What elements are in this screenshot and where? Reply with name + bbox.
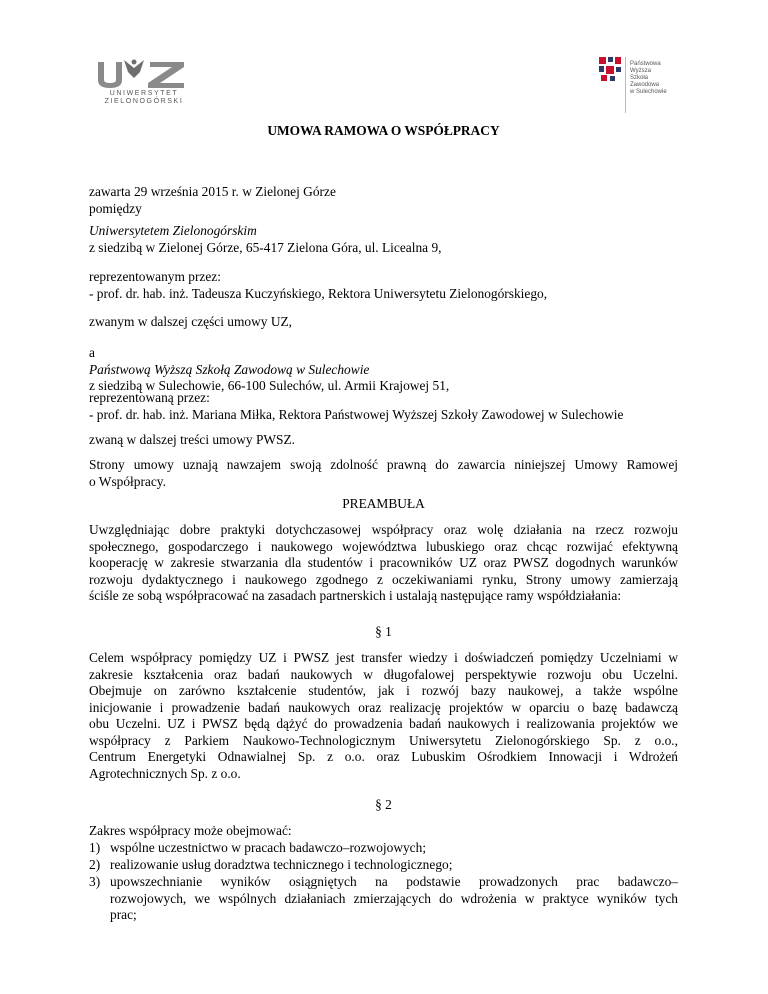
section1-line: zakresie kształcenia oraz badań naukowych w długofalowej perspektywie rozwoju obu Uczelni. xyxy=(89,666,678,682)
section1-line: obu Uczelni. UZ i PWSZ będą dążyć do prowadzenia badań naukowych i realizowania projektów we xyxy=(89,716,678,731)
pwsz-logo-divider xyxy=(625,57,626,113)
document-title: UMOWA RAMOWA O WSPÓŁPRACY xyxy=(267,123,500,138)
list-item xyxy=(89,857,678,874)
party1-called: zwanym w dalszej części umowy UZ, xyxy=(89,314,293,329)
party1-block xyxy=(89,223,678,256)
preamble-line: Uwzględniając dobre praktyki dotychczasowej współpracy oraz wolę działania na rzecz rozwoju xyxy=(89,522,678,537)
list-item-text: prac; xyxy=(110,907,137,922)
party1-rep-label: reprezentowanym przez: xyxy=(89,269,221,284)
party2-rep-label: reprezentowaną przez: xyxy=(89,390,210,405)
intro-block xyxy=(89,184,678,217)
section2-heading: § 2 xyxy=(375,797,392,812)
list-item xyxy=(89,874,678,924)
party2-rep: - prof. dr. hab. inż. Mariana Miłka, Rektora Państwowej Wyższej Szkoły Zawodowej w Sulechowie xyxy=(89,406,624,422)
capacity-line-2: o Współpracy. xyxy=(89,473,166,489)
section1-line: Celem współpracy pomiędzy UZ i PWSZ jest transfer wiedzy i doświadczeń pomiędzy Uczelniami w xyxy=(89,650,678,665)
party1-representation xyxy=(89,269,678,302)
party2-block xyxy=(89,345,678,395)
pwsz-emblem-icon xyxy=(597,55,623,85)
party2-representation xyxy=(89,390,678,423)
pwsz-logo-text: Państwowa Wyższa Szkoła Zawodowa w Sulechowie xyxy=(630,61,667,95)
preamble-line: społecznego, gospodarczego i naukowego województwa lubuskiego oraz chcąc rozwijać efektywną xyxy=(89,538,678,554)
capacity-line-1: Strony umowy uznają nawzajem swoją zdolność prawną do zawarcia niniejszej Umowy Ramowej xyxy=(89,457,678,472)
section1-line: inicjowanie i prowadzenie badań naukowych oraz realizację projektów w oparciu o bazę badawczą xyxy=(89,699,678,715)
preamble-paragraph xyxy=(89,522,678,605)
list-item xyxy=(89,840,678,857)
section1-line: Obejmuje on zarówno kształcenie studentów, jak i rozwój bazy naukowej, a także wspólne xyxy=(89,683,678,698)
preamble-line: rozwoju dydaktycznego i naukowego zgodnego z oczekiwaniami rynku, Strony umowy zamierzają xyxy=(89,571,678,587)
preamble-heading: PREAMBUŁA xyxy=(342,496,425,511)
list-item-text: upowszechnianie wyników osiągniętych na podstawie prowadzonych prac badawczo– xyxy=(110,874,678,889)
capacity-paragraph xyxy=(89,457,678,490)
pwsz-logo xyxy=(597,45,677,115)
section1-paragraph xyxy=(89,650,678,782)
party1-address: z siedzibą w Zielonej Górze, 65-417 Zielona Góra, ul. Licealna 9, xyxy=(89,239,442,255)
list-item-number: 1) xyxy=(89,840,101,855)
section2-intro: Zakres współpracy może obejmować: xyxy=(89,823,292,838)
section1-heading: § 1 xyxy=(375,624,392,639)
uz-logo-line-1: UNIWERSYTET xyxy=(109,90,179,97)
list-item-text: wspólne uczestnictwo w pracach badawczo–rozwojowych; xyxy=(110,840,427,855)
uz-logo-text xyxy=(88,90,200,106)
preamble-line: kooperację w zakresie stwarzania dla studentów i pracowników UZ oraz PWSZ dogodnych warunków xyxy=(89,555,678,570)
intro-date-line: zawarta 29 września 2015 r. w Zielonej Górze xyxy=(89,184,336,199)
party2-called: zwaną w dalszej treści umowy PWSZ. xyxy=(89,432,296,447)
uz-logo-line-2: ZIELONOGÓRSKI xyxy=(104,98,184,105)
list-item-text: realizowanie usług doradztwa technicznego i technologicznego; xyxy=(110,857,453,872)
intro-between-line: pomiędzy xyxy=(89,200,142,216)
party1-name: Uniwersytetem Zielonogórskim xyxy=(89,223,257,238)
list-item-number: 2) xyxy=(89,857,101,872)
preamble-line: ściśle ze sobą współpracować na zasadach partnerskich i ustalają następujące ramy współdziałania: xyxy=(89,588,622,603)
section1-line: Centrum Energetyki Odnawialnej Sp. z o.o. oraz Lubuskim Ośrodkiem Innowacji i Wdrożeń xyxy=(89,749,678,764)
uz-logo xyxy=(88,56,200,108)
party2-address: z siedzibą w Sulechowie, 66-100 Sulechów, ul. Armii Krajowej 51, xyxy=(89,378,450,393)
list-item-number: 3) xyxy=(89,874,101,889)
section1-line: Agrotechnicznych Sp. z o.o. xyxy=(89,765,241,781)
uz-emblem-icon xyxy=(88,56,200,90)
party1-rep: - prof. dr. hab. inż. Tadeusza Kuczyńskiego, Rektora Uniwersytetu Zielonogórskiego, xyxy=(89,285,548,301)
section1-line: współpracy z Parkiem Naukowo-Technologicznym Uniwersytetu Zielonogórskiego Sp. z o.o., xyxy=(89,732,678,748)
party2-name: Państwową Wyższą Szkołą Zawodową w Sulechowie xyxy=(89,361,370,377)
and-word: a xyxy=(89,345,95,360)
list-item-text: rozwojowych, we wspólnych działaniach zmierzających do wdrożenia w praktyce wyników tych xyxy=(110,890,678,906)
